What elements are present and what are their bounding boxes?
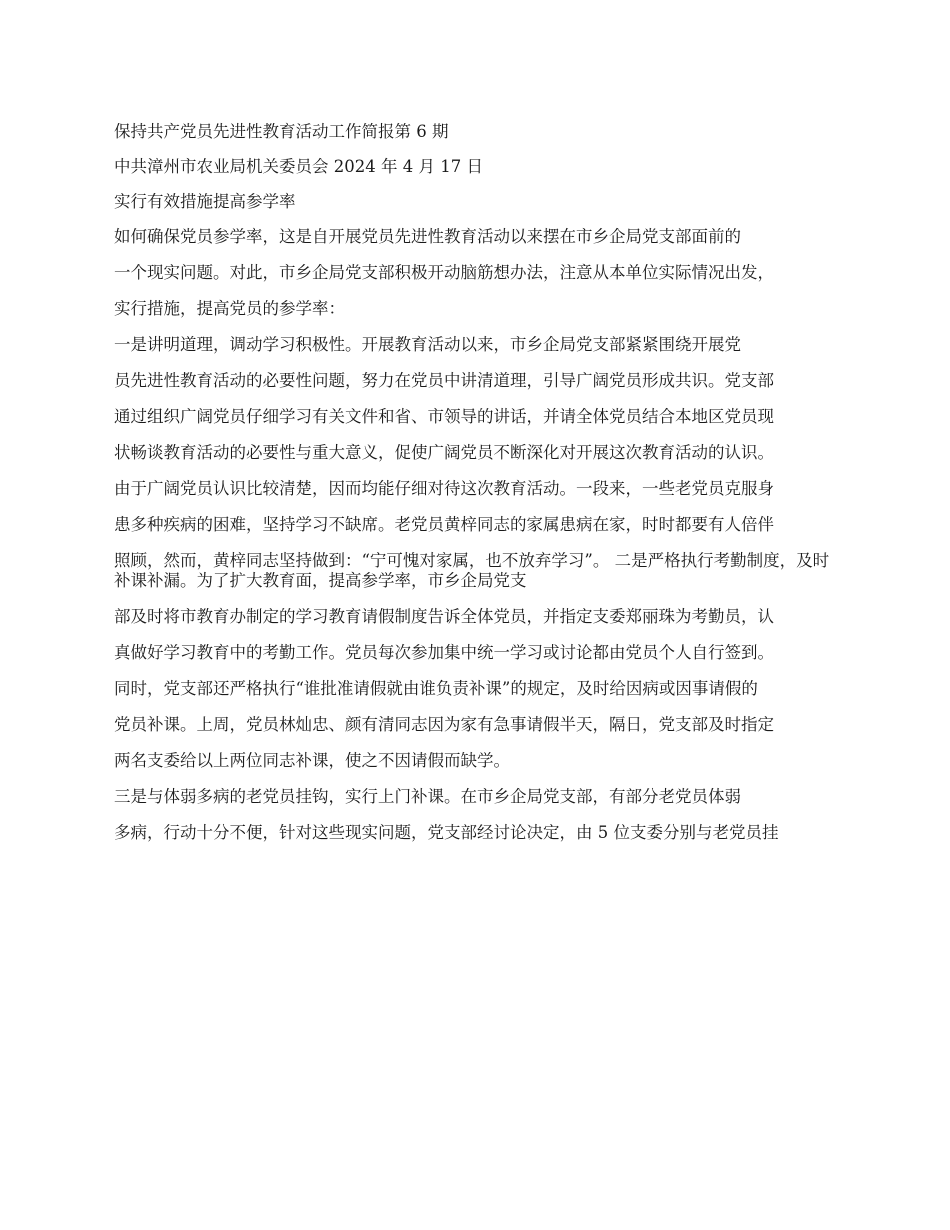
paragraph-line: 由于广阔党员认识比较清楚，因而均能仔细对待这次教育活动。一段来，一些老党员克服身: [114, 479, 774, 498]
paragraph-line: 患多种疾病的困难，坚持学习不缺席。老党员黄梓同志的家属患病在家，时时都要有人倍伴: [114, 515, 774, 534]
paragraph-line: 一个现实问题。对此，市乡企局党支部积极开动脑筋想办法，注意从本单位实际情况出发，: [114, 263, 774, 282]
paragraph-line: 实行措施，提高党员的参学率：: [114, 299, 345, 318]
paragraph-line: 三是与体弱多病的老党员挂钩，实行上门补课。在市乡企局党支部，有部分老党员体弱: [114, 787, 741, 806]
paragraph-line: 员先进性教育活动的必要性问题，努力在党员中讲清道理，引导广阔党员形成共识。党支部: [114, 371, 774, 390]
bulletin-title: 保持共产党员先进性教育活动工作简报第 6 期: [114, 122, 449, 141]
document-body: [114, 122, 836, 859]
paragraph-line: 党员补课。上周，党员林灿忠、颜有清同志因为家有急事请假半天，隔日，党支部及时指定: [114, 715, 774, 734]
paragraph-line: 一是讲明道理，调动学习积极性。开展教育活动以来，市乡企局党支部紧紧围绕开展党: [114, 335, 741, 354]
paragraph-line: 同时，党支部还严格执行“谁批准请假就由谁负责补课”的规定，及时给因病或因事请假的: [114, 679, 758, 698]
paragraph-line: 两名支委给以上两位同志补课，使之不因请假而缺学。: [114, 751, 510, 770]
paragraph-line: 通过组织广阔党员仔细学习有关文件和省、市领导的讲话，并请全体党员结合本地区党员现: [114, 407, 774, 426]
paragraph-line: 多病，行动十分不便，针对这些现实问题，党支部经讨论决定，由 5 位支委分别与老党员挂: [114, 823, 779, 842]
paragraph-line: 状畅谈教育活动的必要性与重大意义，促使广阔党员不断深化对开展这次教育活动的认识。: [114, 443, 774, 462]
issuer-date-line: 中共漳州市农业局机关委员会 2024 年 4 月 17 日: [114, 157, 483, 176]
paragraph-line: 如何确保党员参学率，这是自开展党员先进性教育活动以来摆在市乡企局党支部面前的: [114, 227, 741, 246]
paragraph-line: 照顾，然而，黄梓同志坚持做到：“宁可愧对家属，也不放弃学习”。 二是严格执行考勤制度，及时补课补漏。为了扩大教育面，提高参学率，市乡企局党支: [114, 551, 830, 590]
paragraph-line: 真做好学习教育中的考勤工作。党员每次参加集中统一学习或讨论都由党员个人自行签到。: [114, 643, 774, 662]
article-heading: 实行有效措施提高参学率: [114, 192, 296, 211]
paragraph-line: 部及时将市教育办制定的学习教育请假制度告诉全体党员，并指定支委郑丽珠为考勤员，认: [114, 607, 774, 626]
